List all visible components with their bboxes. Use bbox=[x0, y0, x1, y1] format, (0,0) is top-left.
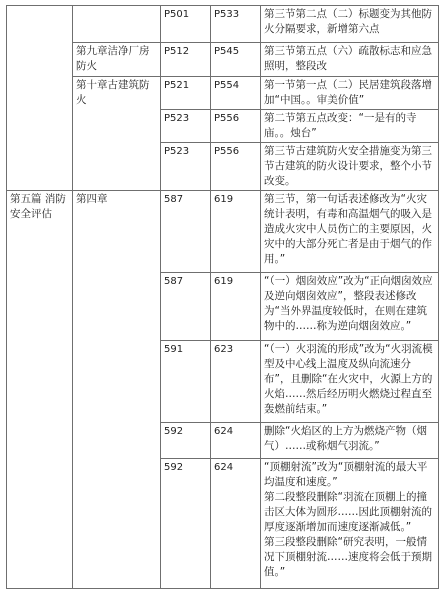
part-cell: 第五篇 消防安全评估 bbox=[7, 191, 73, 589]
old-page-cell: P523 bbox=[161, 143, 211, 191]
chapter-cell: 第九章洁净厂房防火 bbox=[73, 43, 161, 77]
table-row bbox=[7, 6, 439, 43]
table-row bbox=[7, 191, 439, 273]
new-page-cell: P533 bbox=[211, 6, 261, 43]
change-description-cell bbox=[261, 6, 439, 43]
change-description-cell bbox=[261, 191, 439, 273]
old-page-cell: 587 bbox=[161, 273, 211, 341]
old-page-cell: 591 bbox=[161, 341, 211, 423]
change-description-cell bbox=[261, 459, 439, 589]
description-text: 第三节第二点（二）标题变为其他防火分隔要求，新增第六点 bbox=[264, 8, 432, 35]
description-text: “（一）烟囱效应”改为“正向烟囱效应及逆向烟囱效应”，整段表述修改为“当外界温度较低时，在则在建筑物中的……称为逆向烟囱效应。” bbox=[264, 275, 433, 332]
change-description-cell bbox=[261, 423, 439, 459]
change-description-cell bbox=[261, 143, 439, 191]
change-description-cell bbox=[261, 341, 439, 423]
revision-table bbox=[6, 5, 439, 589]
description-text: “（一）火羽流的形成”改为“火羽流模型及中心线上温度及纵向流速分布”，且删除“在火灾中，火源上方的火焰……然后经历明火燃烧过程直至轰燃前结束。” bbox=[264, 343, 433, 415]
new-page-cell: P554 bbox=[211, 77, 261, 110]
old-page-cell: P512 bbox=[161, 43, 211, 77]
old-page-cell: P521 bbox=[161, 77, 211, 110]
new-page-cell: 623 bbox=[211, 341, 261, 423]
description-text: 第二段整段删除“羽流在顶棚上的撞击区大体为圆形……因此顶棚射流的厚度逐渐增加而速度逐渐减低。” bbox=[264, 491, 432, 533]
old-page-cell: P501 bbox=[161, 6, 211, 43]
change-description-cell bbox=[261, 43, 439, 77]
description-text: 第三节古建筑防火安全措施变为第三节古建筑的防火设计要求，整个小节改变。 bbox=[264, 145, 432, 187]
old-page-cell: P523 bbox=[161, 110, 211, 143]
description-text: 第一节第一点（二）民居建筑段落增加“中国。。审美价值” bbox=[264, 79, 432, 106]
part-cell bbox=[7, 6, 73, 191]
new-page-cell: P545 bbox=[211, 43, 261, 77]
description-text: 第三节，第一句话表述修改为“火灾统计表明，有毒和高温烟气的吸入是造成火灾中人员伤亡的主要原因，火灾中的大部分死亡者是由于烟气的作用。” bbox=[264, 193, 432, 265]
new-page-cell: 624 bbox=[211, 459, 261, 589]
new-page-cell: P556 bbox=[211, 110, 261, 143]
description-text: 第三节第五点（六）疏散标志和应急照明，整段改 bbox=[264, 45, 432, 72]
old-page-cell: 592 bbox=[161, 423, 211, 459]
change-description-cell bbox=[261, 273, 439, 341]
new-page-cell: 624 bbox=[211, 423, 261, 459]
change-description-cell bbox=[261, 77, 439, 110]
chapter-cell bbox=[73, 6, 161, 43]
description-text: 第二节第五点改变：“一是有的寺庙。。烛台” bbox=[264, 112, 417, 139]
old-page-cell: 592 bbox=[161, 459, 211, 589]
description-text: “顶棚射流”改为“顶棚射流的最大平均温度和速度。” bbox=[264, 461, 428, 488]
chapter-cell: 第四章 bbox=[73, 191, 161, 589]
old-page-cell: 587 bbox=[161, 191, 211, 273]
new-page-cell: 619 bbox=[211, 273, 261, 341]
description-text: 第三段整段删除“研究表明，一般情况下顶棚射流……速度将会低于预期值。” bbox=[264, 536, 432, 578]
new-page-cell: 619 bbox=[211, 191, 261, 273]
chapter-cell: 第十章古建筑防火 bbox=[73, 77, 161, 191]
description-text: 删除“火焰区的上方为燃烧产物（烟气）……或称烟气羽流。” bbox=[264, 425, 427, 452]
new-page-cell: P556 bbox=[211, 143, 261, 191]
change-description-cell bbox=[261, 110, 439, 143]
